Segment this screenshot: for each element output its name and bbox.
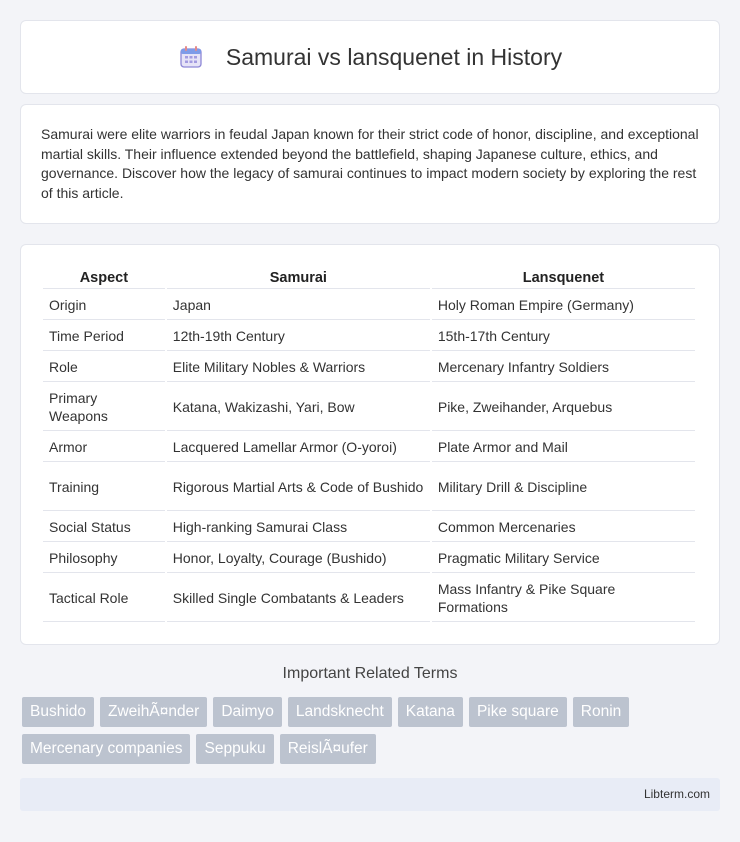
tag-zweihander[interactable]: ZweihÃ¤nder	[100, 697, 207, 727]
cell-aspect: Training	[43, 464, 165, 511]
cell-samurai: High-ranking Samurai Class	[167, 513, 430, 542]
cell-aspect: Origin	[43, 291, 165, 320]
title-card	[20, 20, 720, 94]
cell-aspect: Time Period	[43, 322, 165, 351]
cell-lansquenet: Pragmatic Military Service	[432, 544, 695, 573]
intro-text: Samurai were elite warriors in feudal Japan known for their strict code of honor, discipline, and exceptional martial skills. Their influence extended beyond the battlefield, shaping Japanese culture, ethics, and governance. Discover how the legacy of samurai continues to impact modern society by exploring the rest of this article.	[41, 126, 699, 201]
table-row	[43, 322, 695, 351]
cell-aspect: Primary Weapons	[43, 384, 165, 431]
header-lansquenet: Lansquenet	[432, 267, 695, 289]
table-row	[43, 513, 695, 542]
cell-lansquenet: Mercenary Infantry Soldiers	[432, 353, 695, 382]
header-samurai: Samurai	[167, 267, 430, 289]
table-row	[43, 464, 695, 511]
table-row	[43, 433, 695, 462]
cell-samurai: Honor, Loyalty, Courage (Bushido)	[167, 544, 430, 573]
page-title: Samurai vs lansquenet in History	[225, 43, 563, 70]
cell-aspect: Social Status	[43, 513, 165, 542]
cell-samurai: Japan	[167, 291, 430, 320]
tag-mercenary-companies[interactable]: Mercenary companies	[22, 734, 190, 764]
cell-lansquenet: Pike, Zweihander, Arquebus	[432, 384, 695, 431]
cell-samurai: 12th-19th Century	[167, 322, 430, 351]
related-terms-tags	[22, 697, 722, 771]
tag-reislaufer[interactable]: ReislÃ¤ufer	[280, 734, 376, 764]
tag-pike-square[interactable]: Pike square	[469, 697, 567, 727]
table-row	[43, 575, 695, 622]
cell-samurai: Katana, Wakizashi, Yari, Bow	[167, 384, 430, 431]
cell-aspect: Armor	[43, 433, 165, 462]
cell-lansquenet: Common Mercenaries	[432, 513, 695, 542]
cell-lansquenet: 15th-17th Century	[432, 322, 695, 351]
cell-lansquenet: Military Drill & Discipline	[432, 464, 695, 511]
tag-landsknecht[interactable]: Landsknecht	[288, 697, 392, 727]
related-terms-title: Important Related Terms	[282, 665, 458, 682]
tag-bushido[interactable]: Bushido	[22, 697, 94, 727]
cell-samurai: Elite Military Nobles & Warriors	[167, 353, 430, 382]
cell-lansquenet: Mass Infantry & Pike Square Formations	[432, 575, 695, 622]
comparison-table-card	[20, 244, 720, 645]
cell-aspect: Role	[43, 353, 165, 382]
footer	[20, 778, 720, 811]
cell-samurai: Lacquered Lamellar Armor (O-yoroi)	[167, 433, 430, 462]
cell-samurai: Skilled Single Combatants & Leaders	[167, 575, 430, 622]
header-aspect: Aspect	[43, 267, 165, 289]
table-row	[43, 544, 695, 573]
calendar-icon	[178, 44, 204, 70]
cell-aspect: Tactical Role	[43, 575, 165, 622]
cell-lansquenet: Holy Roman Empire (Germany)	[432, 291, 695, 320]
comparison-table	[41, 265, 697, 624]
table-row	[43, 384, 695, 431]
tag-ronin[interactable]: Ronin	[573, 697, 630, 727]
table-row	[43, 291, 695, 320]
cell-lansquenet: Plate Armor and Mail	[432, 433, 695, 462]
tag-katana[interactable]: Katana	[398, 697, 463, 727]
intro-card	[20, 104, 720, 224]
footer-site-link[interactable]: Libterm.com	[643, 787, 710, 801]
tag-seppuku[interactable]: Seppuku	[196, 734, 273, 764]
table-row	[43, 353, 695, 382]
cell-aspect: Philosophy	[43, 544, 165, 573]
tag-daimyo[interactable]: Daimyo	[213, 697, 282, 727]
cell-samurai: Rigorous Martial Arts & Code of Bushido	[167, 464, 430, 511]
